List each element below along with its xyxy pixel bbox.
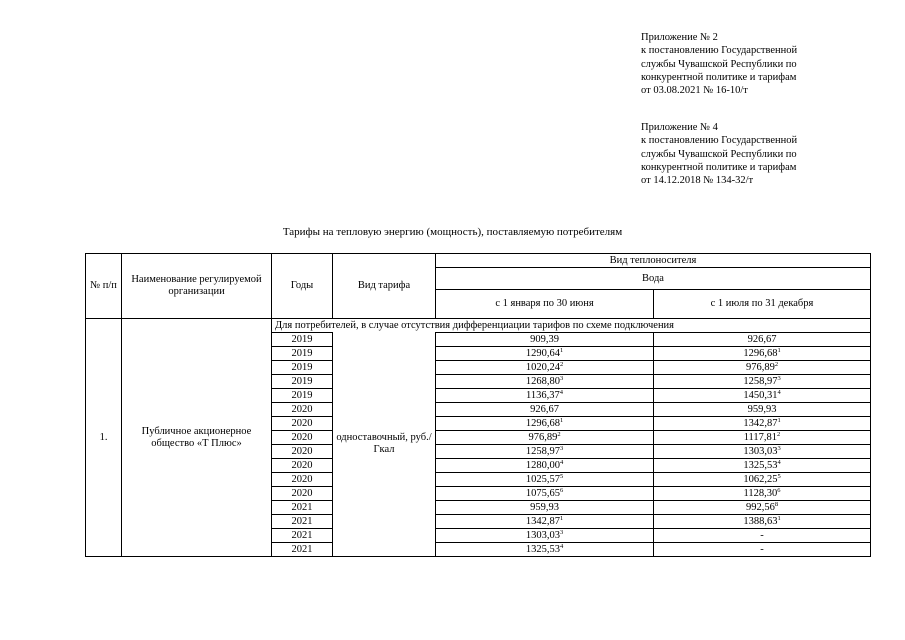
- tariff-first-half: [436, 529, 654, 543]
- tariff-second-half: [654, 403, 871, 417]
- header-number: № п/п: [86, 254, 122, 319]
- row-number: 1.: [86, 319, 122, 557]
- footnote-marker: 6: [777, 486, 781, 494]
- appendix-line: службы Чувашской Республики по: [641, 58, 797, 70]
- year-cell: 2021: [272, 543, 333, 557]
- appendix-block-4: [641, 121, 891, 187]
- tariff-value: 1342,87: [525, 515, 560, 527]
- footnote-marker: 8: [774, 500, 779, 508]
- footnote-marker: 2: [774, 360, 779, 368]
- document-title: Тарифы на тепловую энергию (мощность), поставляемую потребителям: [282, 226, 623, 238]
- year-cell: 2020: [272, 487, 333, 501]
- footnote-marker: 2: [559, 360, 564, 368]
- tariff-value: 992,56: [745, 501, 775, 513]
- tariff-table: [85, 253, 871, 557]
- tariff-value: 1258,97: [525, 445, 560, 457]
- tariff-second-half: [654, 543, 871, 557]
- year-cell: 2021: [272, 501, 333, 515]
- tariff-first-half: [436, 487, 654, 501]
- tariff-value: 1025,57: [525, 473, 560, 485]
- tariff-value: 1062,25: [743, 473, 778, 485]
- tariff-first-half: [436, 459, 654, 473]
- footnote-marker: 3: [777, 444, 781, 452]
- tariff-second-half: [654, 501, 871, 515]
- tariff-first-half: [436, 361, 654, 375]
- appendix-line: к постановлению Государственной: [641, 135, 798, 147]
- footnote-marker: 1: [559, 416, 564, 424]
- year-cell: 2019: [272, 361, 333, 375]
- footnote-marker: 1: [777, 514, 781, 522]
- tariff-second-half: [654, 431, 871, 445]
- footnote-marker: 1: [559, 514, 564, 522]
- footnote-marker: 6: [559, 486, 564, 494]
- footnote-marker: 1: [777, 346, 781, 354]
- header-heat-carrier: Вид теплоносителя: [436, 254, 871, 268]
- tariff-value: 976,89: [528, 431, 558, 443]
- tariff-value: -: [760, 543, 764, 555]
- tariff-value: 1303,03: [525, 529, 560, 541]
- footnote-marker: 1: [777, 416, 781, 424]
- header-tariff-type: Вид тарифа: [333, 254, 436, 319]
- year-cell: 2020: [272, 445, 333, 459]
- tariff-value: 1117,81: [743, 431, 778, 443]
- footnote-marker: 2: [777, 430, 781, 438]
- tariff-value: 1258,97: [743, 375, 778, 387]
- year-cell: 2020: [272, 473, 333, 487]
- tariff-value: 926,67: [530, 403, 559, 415]
- organization-name: Публичное акционерное общество «Т Плюс»: [122, 319, 272, 557]
- tariff-first-half: [436, 347, 654, 361]
- year-cell: 2019: [272, 389, 333, 403]
- appendix-line: от 03.08.2021 № 16-10/т: [641, 85, 748, 97]
- footnote-marker: 4: [559, 542, 564, 550]
- footnote-marker: 4: [559, 458, 564, 466]
- year-cell: 2020: [272, 431, 333, 445]
- footnote-marker: 5: [777, 472, 781, 480]
- tariff-value: 1303,03: [743, 445, 778, 457]
- footnote-marker: 4: [559, 388, 563, 396]
- year-cell: 2021: [272, 529, 333, 543]
- tariff-value: 1450,31: [743, 389, 778, 401]
- tariff-second-half: [654, 389, 871, 403]
- tariff-second-half: [654, 347, 871, 361]
- tariff-value: 1290,64: [525, 347, 560, 359]
- tariff-second-half: [654, 445, 871, 459]
- footnote-marker: 3: [559, 374, 564, 382]
- year-cell: 2019: [272, 333, 333, 347]
- year-cell: 2020: [272, 459, 333, 473]
- appendix-line: конкурентной политике и тарифам: [641, 71, 797, 83]
- header-period-first-half: с 1 января по 30 июня: [436, 290, 654, 319]
- appendix-line: конкурентной политике и тарифам: [641, 161, 797, 173]
- tariff-value: 1075,65: [525, 487, 560, 499]
- tariff-value: 926,67: [747, 333, 777, 345]
- consumer-note: Для потребителей, в случае отсутствия дифференциации тарифов по схеме подключения: [272, 319, 871, 333]
- tariff-second-half: [654, 361, 871, 375]
- tariff-value: 1280,00: [525, 459, 560, 471]
- tariff-second-half: [654, 459, 871, 473]
- tariff-value: 1388,63: [743, 515, 778, 527]
- tariff-value: 909,39: [530, 333, 559, 345]
- year-cell: 2021: [272, 515, 333, 529]
- appendix-line: к постановлению Государственной: [641, 45, 798, 57]
- tariff-second-half: [654, 515, 871, 529]
- tariff-first-half: [436, 375, 654, 389]
- tariff-first-half: [436, 473, 654, 487]
- tariff-value: 1325,53: [743, 459, 778, 471]
- tariff-value: -: [760, 529, 764, 541]
- tariff-value: 959,93: [747, 403, 777, 415]
- footnote-marker: 3: [559, 528, 564, 536]
- year-cell: 2020: [272, 403, 333, 417]
- tariff-first-half: [436, 501, 654, 515]
- tariff-first-half: [436, 515, 654, 529]
- tariff-first-half: [436, 389, 654, 403]
- tariff-second-half: [654, 487, 871, 501]
- appendix-line: Приложение № 2: [641, 32, 718, 43]
- tariff-value: 1136,37: [526, 389, 560, 401]
- tariff-second-half: [654, 375, 871, 389]
- appendix-block-2: [641, 31, 891, 97]
- footnote-marker: 5: [559, 472, 564, 480]
- tariff-first-half: [436, 333, 654, 347]
- tariff-second-half: [654, 417, 871, 431]
- year-cell: 2019: [272, 347, 333, 361]
- tariff-type: одноставочный, руб./Гкал: [333, 333, 436, 557]
- tariff-second-half: [654, 333, 871, 347]
- tariff-value: 1342,87: [743, 417, 778, 429]
- tariff-first-half: [436, 403, 654, 417]
- footnote-marker: 2: [557, 430, 561, 438]
- header-period-second-half: с 1 июля по 31 декабря: [654, 290, 871, 319]
- tariff-first-half: [436, 543, 654, 557]
- tariff-first-half: [436, 417, 654, 431]
- year-cell: 2020: [272, 417, 333, 431]
- tariff-value: 976,89: [745, 361, 775, 373]
- appendix-line: Приложение № 4: [641, 122, 718, 133]
- tariff-value: 1325,53: [525, 543, 560, 555]
- header-water: Вода: [436, 268, 871, 290]
- footnote-marker: 4: [777, 458, 781, 466]
- tariff-value: 1296,68: [743, 347, 778, 359]
- tariff-value: 1296,68: [525, 417, 560, 429]
- header-years: Годы: [272, 254, 333, 319]
- footnote-marker: 3: [559, 444, 564, 452]
- tariff-first-half: [436, 445, 654, 459]
- tariff-second-half: [654, 473, 871, 487]
- appendix-line: от 14.12.2018 № 134-32/т: [641, 175, 754, 187]
- footnote-marker: 4: [777, 388, 781, 396]
- tariff-value: 1128,30: [743, 487, 778, 499]
- tariff-value: 959,93: [530, 501, 559, 513]
- tariff-value: 1020,24: [525, 361, 560, 373]
- year-cell: 2019: [272, 375, 333, 389]
- tariff-second-half: [654, 529, 871, 543]
- header-organization: Наименование регулируемой организации: [122, 254, 272, 319]
- footnote-marker: 3: [777, 374, 781, 382]
- footnote-marker: 1: [559, 346, 564, 354]
- tariff-value: 1268,80: [525, 375, 560, 387]
- tariff-first-half: [436, 431, 654, 445]
- appendix-line: службы Чувашской Республики по: [641, 148, 797, 160]
